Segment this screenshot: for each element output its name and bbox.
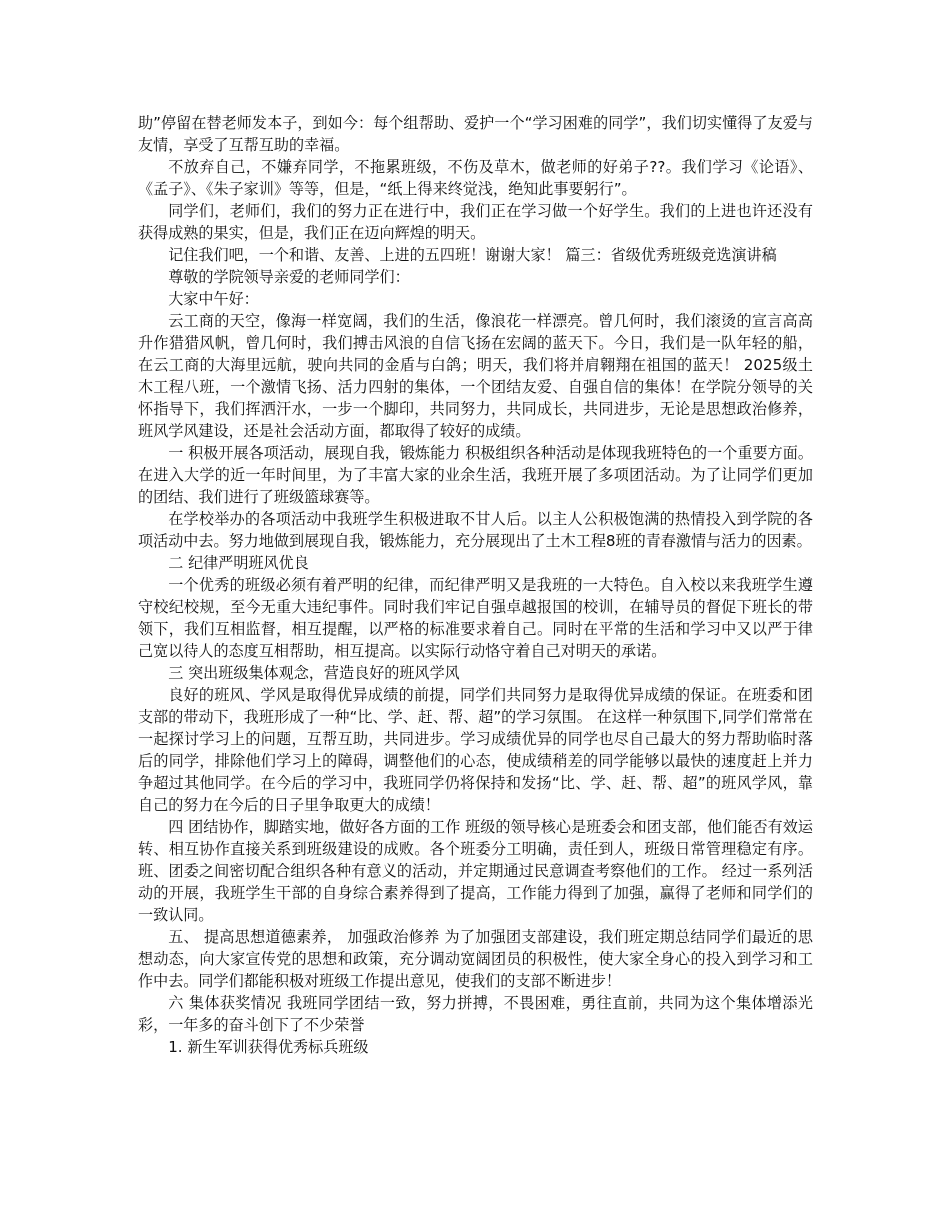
paragraph-study-style: 良好的班风、学风是取得优异成绩的前提，同学们共同努力是取得优异成绩的保证。在班委和团支部的带动下，我班形成了一种“比、学、赶、帮、超”的学习氛围。 在这样一种氛围下,同学们常常在一起探讨学习上的问题，互帮互助，共同进步。学习成绩优异的同学也尽自己最大的努力帮助临时落后的同学，排除他们学习上的障碍，调整他们的心态，使成绩稍差的同学能够以最快的速度赶上并力争超过其他同学。在今后的学习中，我班同学仍将保持和发扬“比、学、赶、帮、超”的班风学风，靠自己的努力在今后的日子里争取更大的成绩！ (138, 686, 813, 814)
paragraph-1: 助”停留在替老师发本子，到如今：每个组帮助、爱护一个“学习困难的同学”，我们切实懂得了友爱与友情，享受了互帮互助的幸福。 (138, 114, 813, 154)
list-item: 1. 新生军训获得优秀标兵班级 (168, 1038, 369, 1056)
paragraph-section-6: 六 集体获奖情况 我班同学团结一致，努力拼搏，不畏困难，勇往直前，共同为这个集体增添光彩，一年多的奋斗创下了不少荣誉 (138, 994, 813, 1034)
paragraph-3: 同学们，老师们，我们的努力正在进行中，我们正在学习做一个好学生。我们的上进也许还没有获得成熟的果实，但是，我们正在迈向辉煌的明天。 (138, 202, 813, 242)
paragraph-section-5: 五、 提高思想道德素养， 加强政治修养 为了加强团支部建设，我们班定期总结同学们最近的思想动态，向大家宣传党的思想和政策，充分调动宽阔团员的积极性，使大家全身心的投入到学习和工作中去。同学们都能积极对班级工作提出意见，使我们的支部不断进步！ (138, 928, 813, 990)
heading-section-2: 二 纪律严明班风优良 (168, 554, 309, 572)
heading-section-3: 三 突出班级集体观念，营造良好的班风学风 (168, 664, 460, 682)
paragraph-4-section-title: 记住我们吧，一个和谐、友善、上进的五四班！谢谢大家！ 篇三：省级优秀班级竞选演讲稿 (168, 246, 777, 264)
greeting: 大家中午好： (168, 290, 259, 308)
paragraph-intro: 云工商的天空，像海一样宽阔，我们的生活，像浪花一样漂亮。曾几何时，我们滚烫的宣言高高升作猎猎风帆，曾几何时，我们搏击风浪的自信飞扬在宏阔的蓝天下。今日，我们是一队年轻的船，在云工商的大海里远航，驶向共同的金盾与白鸽；明天，我们将并肩翱翔在祖国的蓝天！ 2025级土木工程八班，一个激情飞扬、活力四射的集体，一个团结友爱、自强自信的集体！在学院分领导的关怀指导下，我们挥洒汗水，一步一个脚印，共同努力，共同成长，共同进步，无论是思想政治修养，班风学风建设，还是社会活动方面，都取得了较好的成绩。 (138, 312, 813, 440)
salutation: 尊敬的学院领导亲爱的老师同学们： (168, 268, 410, 286)
document-page (138, 112, 813, 1058)
paragraph-2: 不放弃自己，不嫌弃同学，不拖累班级，不伤及草木，做老师的好弟子??。我们学习《论语》、《孟子》、《朱子家训》等等，但是，“纸上得来终觉浅，绝知此事要躬行”。 (138, 158, 813, 198)
paragraph-discipline: 一个优秀的班级必须有着严明的纪律，而纪律严明又是我班的一大特色。自入校以来我班学生遵守校纪校规，至今无重大违纪事件。同时我们牢记自强卓越报国的校训，在辅导员的督促下班长的带领下，我们互相监督，相互提醒，以严格的标准要求着自己。同时在平常的生活和学习中又以严于律己宽以待人的态度互相帮助，相互提高。以实际行动恪守着自己对明天的承诺。 (138, 576, 813, 660)
paragraph-section-1: 一 积极开展各项活动，展现自我，锻炼能力 积极组织各种活动是体现我班特色的一个重要方面。在进入大学的近一年时间里，为了丰富大家的业余生活，我班开展了多项团活动。为了让同学们更加的团结、我们进行了班级篮球赛等。 (138, 444, 813, 506)
paragraph-section-4: 四 团结协作，脚踏实地，做好各方面的工作 班级的领导核心是班委会和团支部，他们能否有效运转、相互协作直接关系到班级建设的成败。各个班委分工明确，责任到人，班级日常管理稳定有序。班、团委之间密切配合组织各种有意义的活动，并定期通过民意调查考察他们的工作。 经过一系列活动的开展，我班学生干部的自身综合素养得到了提高，工作能力得到了加强，赢得了老师和同学们的一致认同。 (138, 818, 813, 924)
paragraph-activities: 在学校举办的各项活动中我班学生积极进取不甘人后。以主人公积极饱满的热情投入到学院的各项活动中去。努力地做到展现自我，锻炼能力，充分展现出了土木工程8班的青春激情与活力的因素。 (138, 510, 813, 550)
